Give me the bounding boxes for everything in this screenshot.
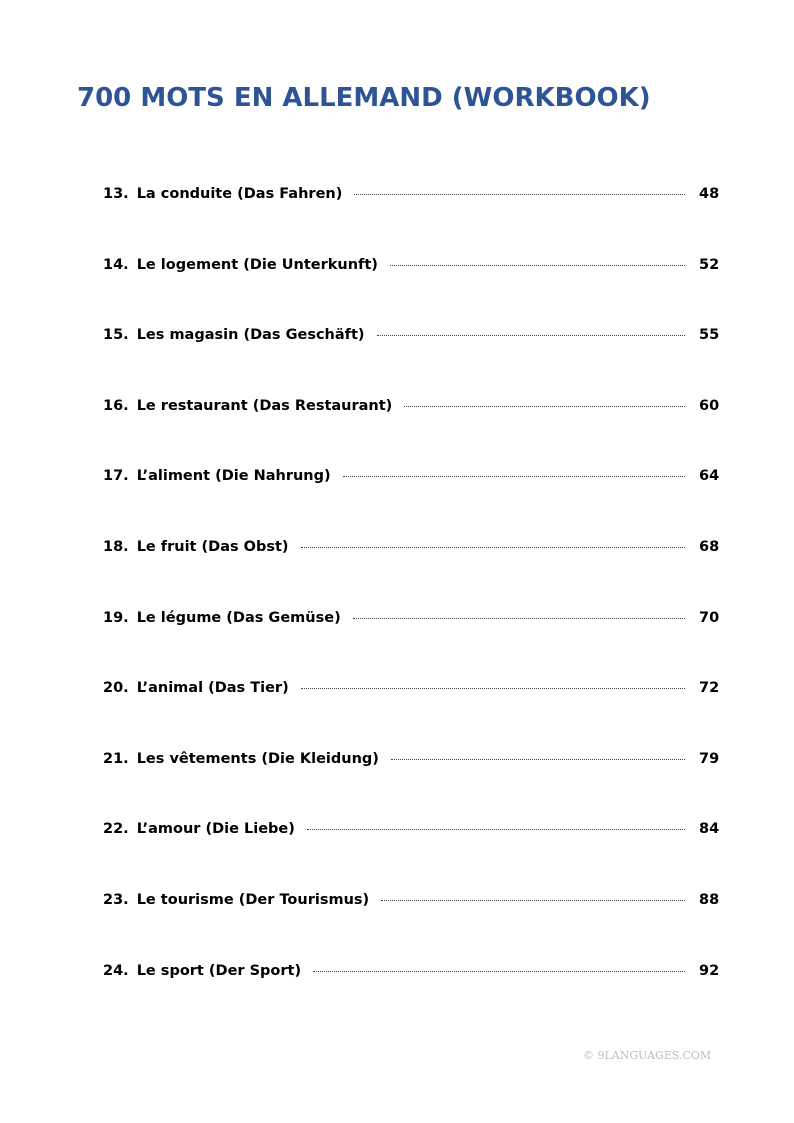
dot-leader [353,618,685,619]
toc-entry-number: 16. [103,397,129,414]
toc-entry[interactable] [103,468,719,539]
dot-leader [301,547,685,548]
toc-entry-title: L’amour (Die Liebe) [136,821,295,838]
toc-entry-number: 13. [103,186,129,202]
toc-entry[interactable] [103,610,719,681]
toc-entry-number: 14. [103,256,129,273]
dot-leader [390,265,685,266]
toc-entry-title: Le fruit (Das Obst) [136,538,289,555]
toc-entry[interactable] [103,257,719,328]
toc-entry-number: 18. [103,538,129,555]
toc-entry-number: 20. [103,680,129,697]
toc-entry[interactable] [103,680,719,751]
toc-entry[interactable] [103,186,719,257]
toc-entry-title: La conduite (Das Fahren) [136,186,343,202]
toc-entry-number: 15. [103,327,129,344]
toc-entry[interactable] [103,539,719,610]
toc-entry-title: L’animal (Das Tier) [136,680,289,697]
toc-entry-title: Le logement (Die Unterkunft) [136,256,378,273]
toc-entry-page: 48 [699,186,720,202]
toc-entry-number: 23. [103,891,129,908]
toc-entry[interactable] [103,963,719,1034]
dot-leader [301,688,685,689]
dot-leader [404,406,685,407]
toc-entry-page: 92 [699,962,720,979]
toc-entry[interactable] [103,327,719,398]
copyright-footer: © 9LANGUAGES.COM [583,1049,712,1062]
toc-entry-page: 84 [699,821,720,838]
dot-leader [354,194,685,195]
dot-leader [307,829,685,830]
toc-entry-title: L’aliment (Die Nahrung) [136,468,331,485]
toc-entry-page: 68 [699,538,720,555]
toc-entry-title: Les magasin (Das Geschäft) [136,327,365,344]
toc-entry-page: 70 [699,609,720,626]
toc-entry[interactable] [103,751,719,822]
dot-leader [313,971,685,972]
toc-entry-number: 24. [103,962,129,979]
toc-entry[interactable] [103,821,719,892]
toc-entry[interactable] [103,398,719,469]
toc-entry-page: 88 [699,891,720,908]
dot-leader [377,335,685,336]
toc-entry-number: 21. [103,750,129,767]
toc-entry-title: Le restaurant (Das Restaurant) [136,397,393,414]
toc-entry-title: Le légume (Das Gemüse) [136,609,341,626]
toc-entry-number: 17. [103,468,129,485]
dot-leader [391,759,685,760]
toc-entry-page: 72 [699,680,720,697]
toc-entry-page: 52 [699,256,720,273]
toc-entry-page: 64 [699,468,720,485]
toc-entry-title: Le tourisme (Der Tourismus) [136,891,370,908]
toc-entry-page: 55 [699,327,720,344]
table-of-contents [103,186,719,1033]
toc-entry[interactable] [103,892,719,963]
toc-entry-page: 60 [699,397,720,414]
toc-entry-title: Les vêtements (Die Kleidung) [136,750,379,767]
toc-entry-page: 79 [699,750,720,767]
dot-leader [381,900,685,901]
toc-entry-number: 19. [103,609,129,626]
page-title: 700 MOTS EN ALLEMAND (WORKBOOK) [77,83,651,113]
toc-entry-title: Le sport (Der Sport) [136,962,302,979]
dot-leader [343,476,685,477]
toc-entry-number: 22. [103,821,129,838]
